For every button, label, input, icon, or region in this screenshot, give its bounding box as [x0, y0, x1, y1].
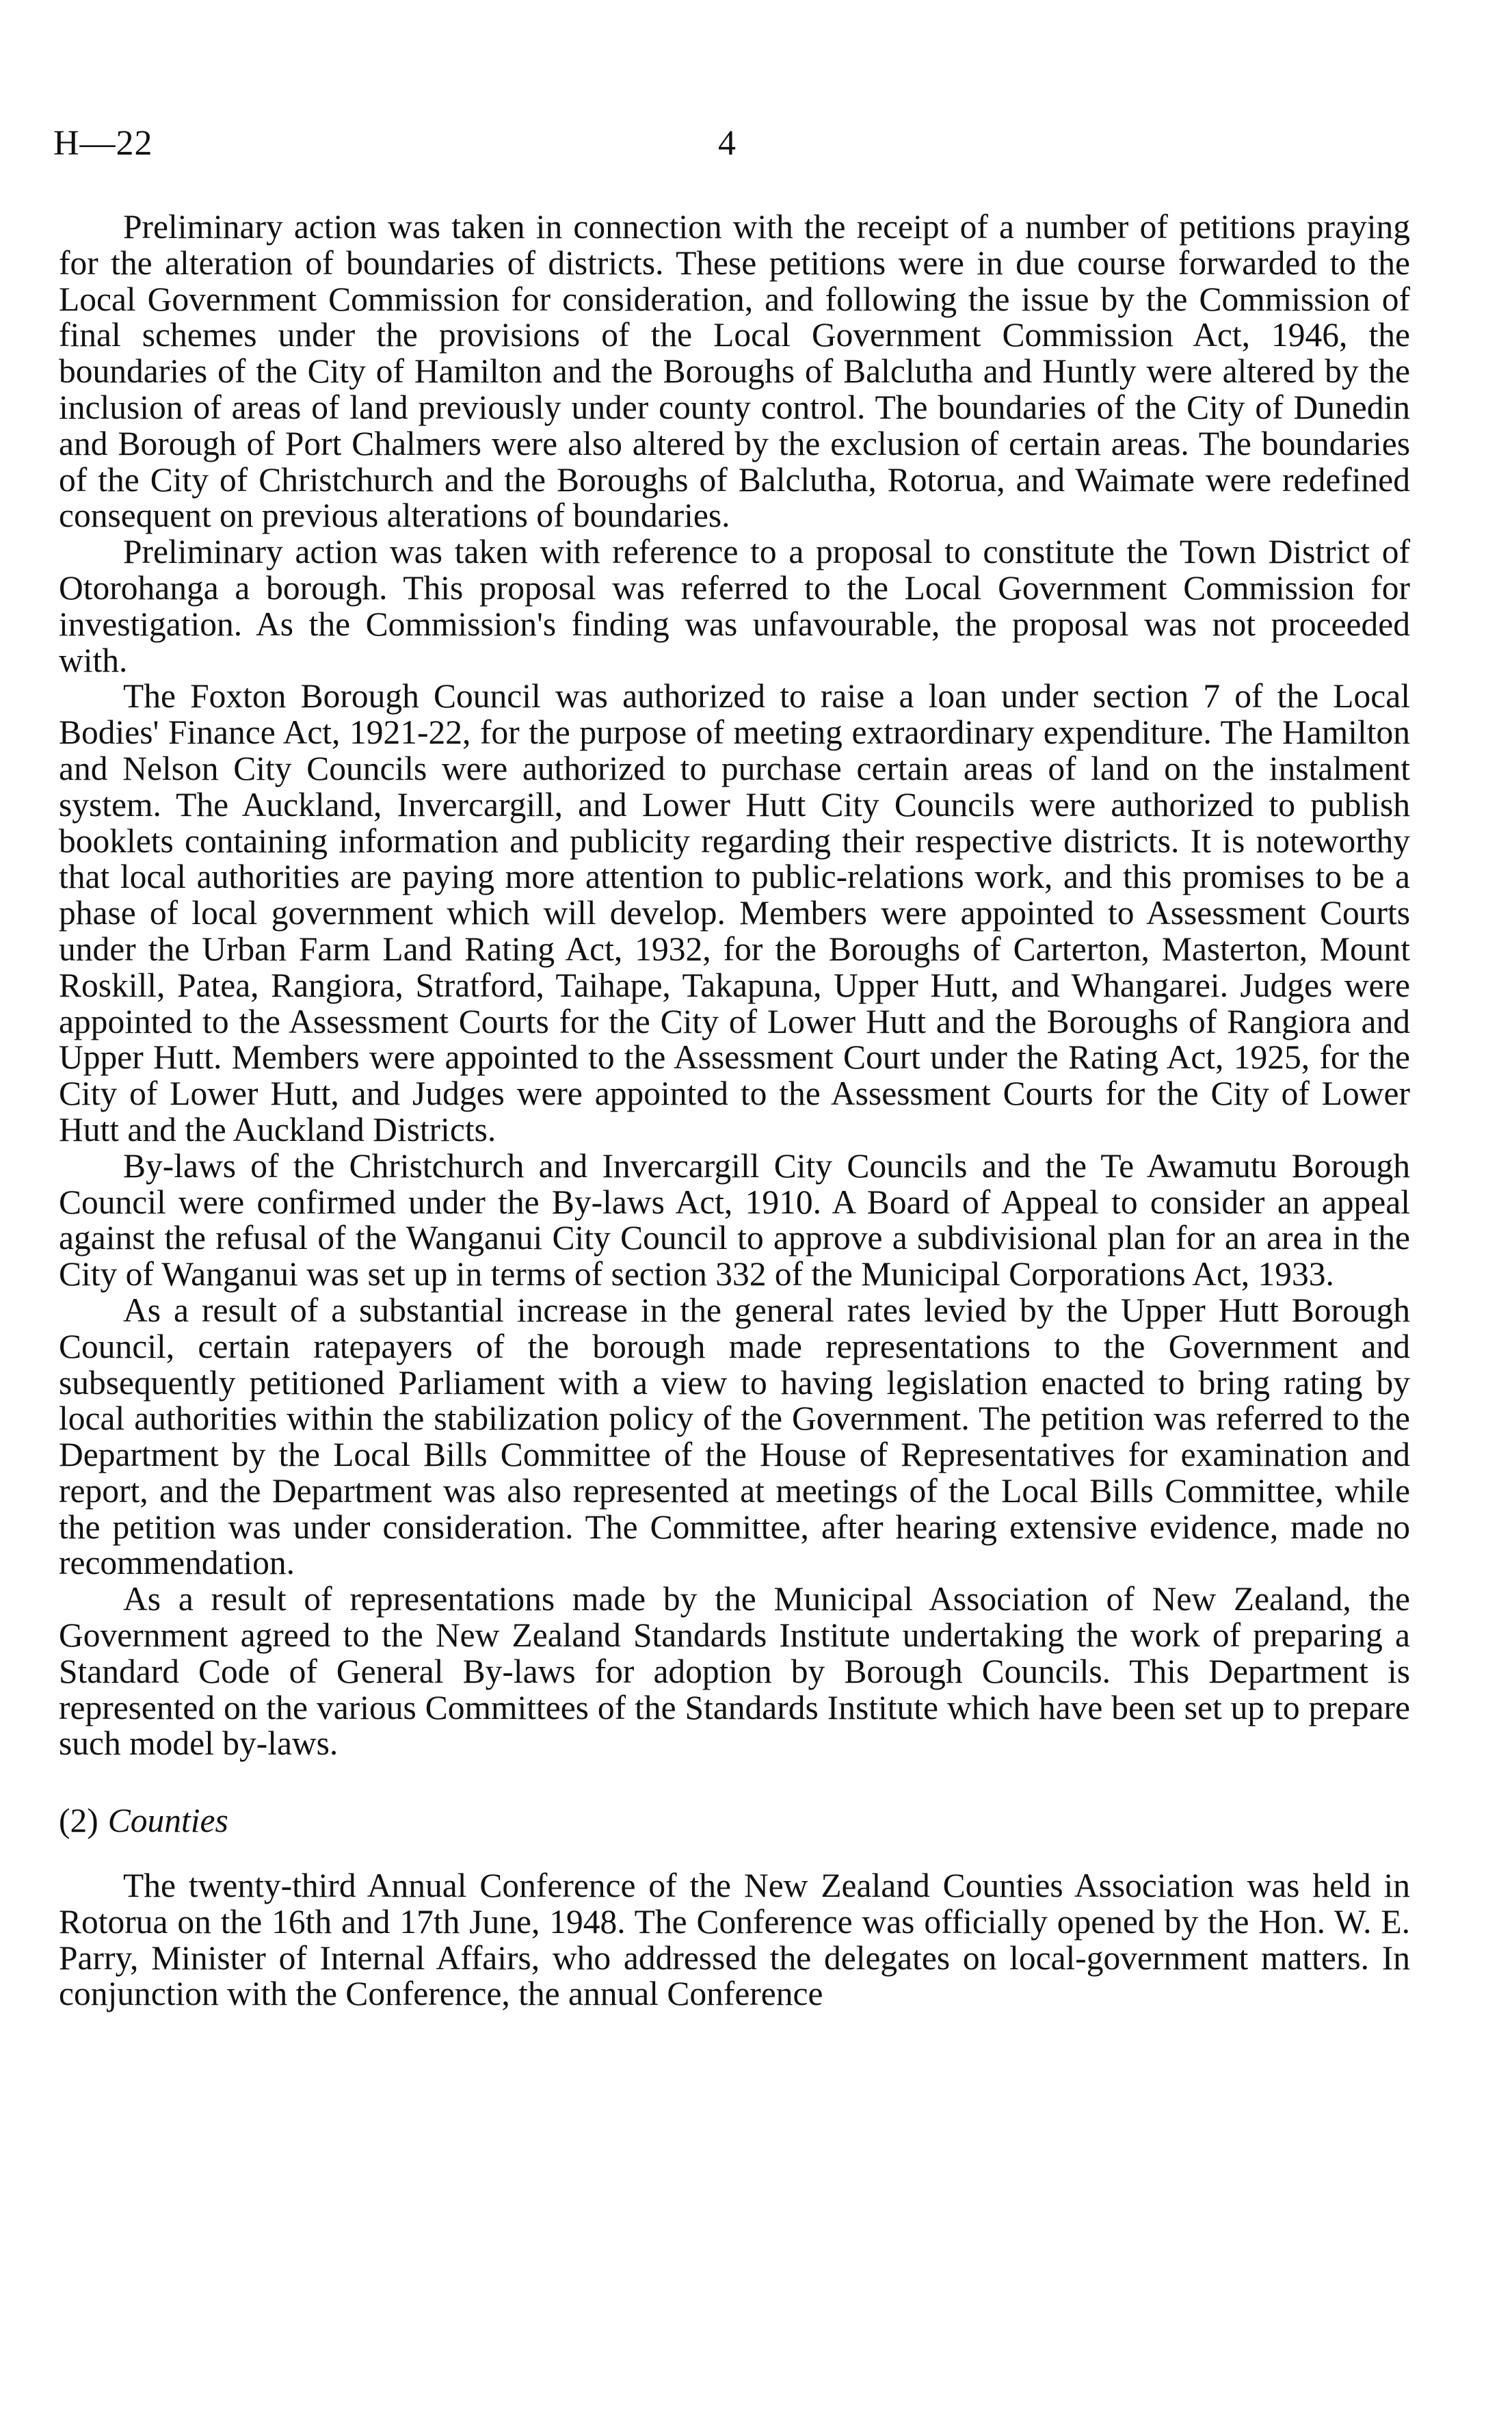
page-number: 4 — [718, 124, 736, 163]
section-heading-counties — [59, 1803, 1410, 1839]
body-text — [59, 209, 1410, 2012]
paragraph-standard-code: As a result of representations made by the Municipal Association of New Zealand, the Government agreed to the New Zealand Standards Institute undertaking the work of preparing a Standard Code of General By-laws for adoption by Borough Councils. This Department is represented on the various Committees of the Standards Institute which have been set up to prepare such model by-laws. — [59, 1580, 1410, 1763]
paragraph-loans-and-assessment: The Foxton Borough Council was authorized to raise a loan under section 7 of the Local Bodies' Finance Act, 1921-22, for the purpose of meeting extraordinary expenditure. The Hamilton and Nelson City Councils were authorized to purchase certain areas of land on the instalment system. The Auckland, Invercargill, and Lower Hutt City Councils were authorized to publish booklets containing information and publicity regarding their respective districts. It is noteworthy that local authorities are paying more attention to public-relations work, and this promises to be a phase of local government which will develop. Members were appointed to Assessment Courts under the Urban Farm Land Rating Act, 1932, for the Boroughs of Carterton, Masterton, Mount Roskill, Patea, Rangiora, Stratford, Taihape, Takapuna, Upper Hutt, and Whangarei. Judges were appointed to the Assessment Courts for the City of Lower Hutt and the Boroughs of Rangiora and Upper Hutt. Members were appointed to the Assessment Court under the Rating Act, 1925, for the City of Lower Hutt, and Judges were appointed to the Assessment Courts for the City of Lower Hutt and the Auckland Districts. — [59, 677, 1410, 1148]
section-title: Counties — [107, 1802, 228, 1840]
paragraph-upper-hutt-rates: As a result of a substantial increase in the general rates levied by the Upper Hutt Borough Council, certain ratepayers of the borough made representations to the Government and subsequently petitioned Parliament with a view to having legislation enacted to bring rating by local authorities within the stabilization policy of the Government. The petition was referred to the Department by the Local Bills Committee of the House of Representatives for examination and report, and the Department was also represented at meetings of the Local Bills Committee, while the petition was under consideration. The Committee, after hearing extensive evidence, made no recommendation. — [59, 1291, 1410, 1582]
section-number: (2) — [59, 1802, 98, 1840]
paragraph-otorohanga: Preliminary action was taken with reference to a proposal to constitute the Town District of Otorohanga a borough. This proposal was referred to the Local Government Commission for investigation. As the Commission's finding was unfavourable, the proposal was not proceeded with. — [59, 533, 1410, 679]
paragraph-by-laws: By-laws of the Christchurch and Invercargill City Councils and the Te Awamutu Borough Council were confirmed under the By-laws Act, 1910. A Board of Appeal to consider an appeal against the refusal of the Wanganui City Council to approve a subdivisional plan for an area in the City of Wanganui was set up in terms of section 332 of the Municipal Corporations Act, 1933. — [59, 1146, 1410, 1293]
paragraph-counties-conference: The twenty-third Annual Conference of the New Zealand Counties Association was held in Rotorua on the 16th and 17th June, 1948. The Conference was officially opened by the Hon. W. E. Parry, Minister of Internal Affairs, who addressed the delegates on local-government matters. In conjunction with the Conference, the annual Conference — [59, 1867, 1410, 2013]
paragraph-boundaries: Preliminary action was taken in connection with the receipt of a number of petitions praying for the alteration of boundaries of districts. These petitions were in due course forwarded to the Local Government Commission for consideration, and following the issue by the Commission of final schemes under the provisions of the Local Government Commission Act, 1946, the boundaries of the City of Hamilton and the Boroughs of Balclutha and Huntly were altered by the inclusion of areas of land previously under county control. The boundaries of the City of Dunedin and Borough of Port Chalmers were also altered by the exclusion of certain areas. The boundaries of the City of Christchurch and the Boroughs of Balclutha, Rotorua, and Waimate were redefined consequent on previous alterations of boundaries. — [59, 208, 1410, 535]
document-reference: H—22 — [53, 124, 153, 163]
